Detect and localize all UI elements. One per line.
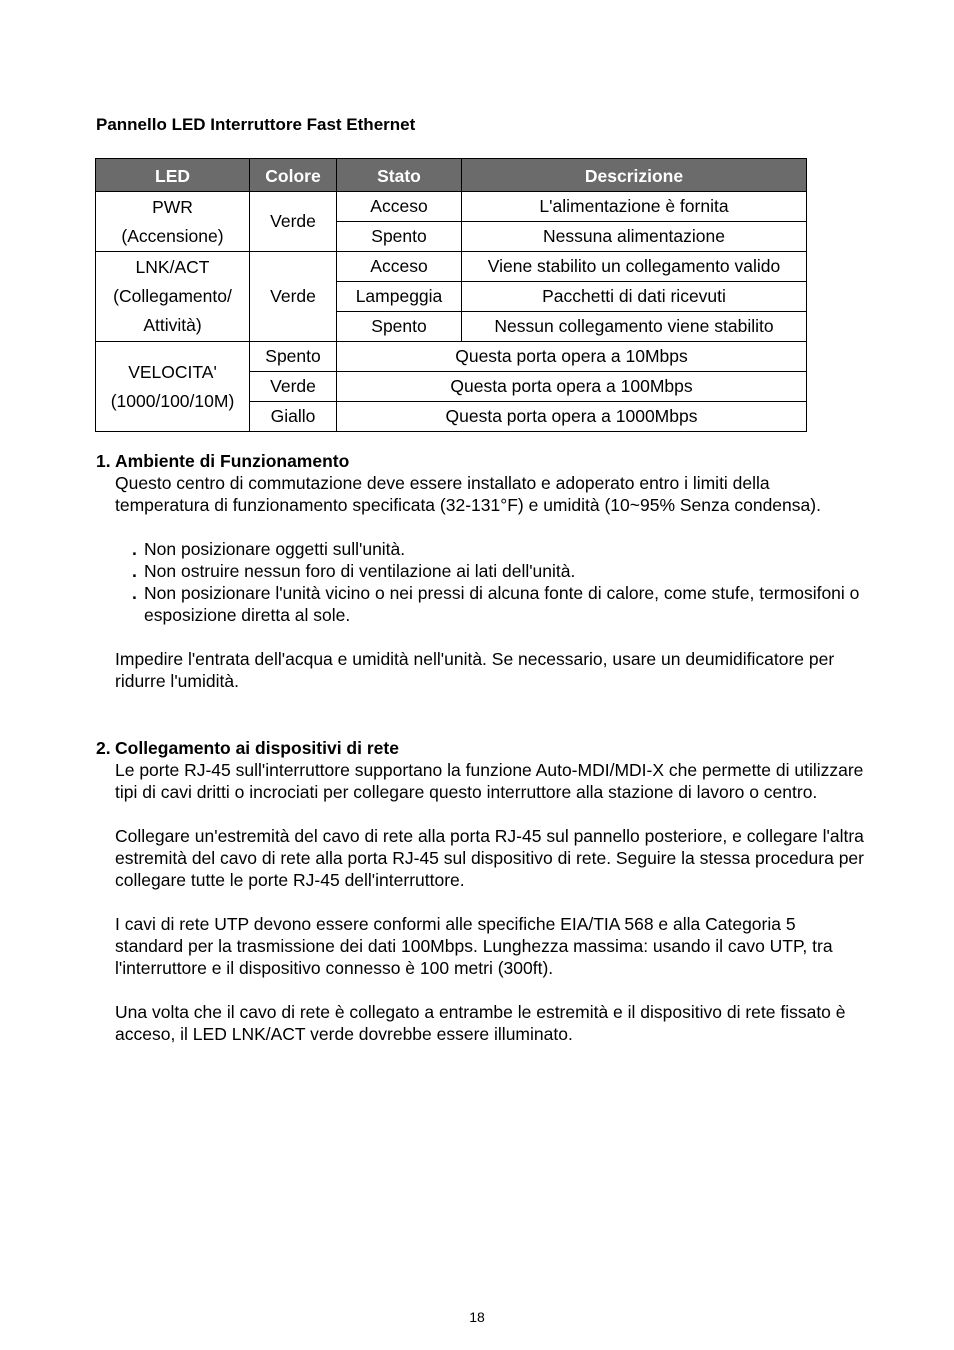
description-cell: Viene stabilito un collegamento valido — [462, 252, 807, 282]
section-network-connection — [96, 737, 866, 1067]
led-name: VELOCITA' — [128, 361, 217, 382]
description-cell: Nessun collegamento viene stabilito — [462, 312, 807, 342]
list-item — [115, 538, 866, 560]
section-number: 2. — [96, 738, 111, 758]
header-state: Stato — [337, 159, 462, 192]
table-row — [96, 252, 807, 282]
header-led: LED — [96, 159, 250, 192]
state-cell: Acceso — [337, 252, 462, 282]
led-name: LNK/ACT — [135, 257, 210, 277]
page-title: Pannello LED Interruttore Fast Ethernet — [96, 115, 416, 134]
state-cell: Lampeggia — [337, 282, 462, 312]
led-description: (Collegamento/ — [113, 286, 232, 306]
section-title: Ambiente di Funzionamento — [115, 451, 350, 471]
header-color: Colore — [250, 159, 337, 192]
table-header-row — [96, 159, 807, 192]
section-number: 1. — [96, 451, 111, 471]
paragraph: Questo centro di commutazione deve essere installato e adoperato entro i limiti della temperatura di funzionamento specificata (32-131°F) e umidità (10~95% Senza condensa). — [115, 473, 821, 515]
paragraph: Impedire l'entrata dell'acqua e umidità nell'unità. Se necessario, usare un deumidificatore per ridurre l'umidità. — [115, 649, 835, 691]
description-cell: Questa porta opera a 100Mbps — [337, 372, 807, 402]
section-title: Collegamento ai dispositivi di rete — [115, 738, 399, 758]
list-item-text: Non posizionare oggetti sull'unità. — [144, 539, 406, 559]
paragraph: Le porte RJ-45 sull'interruttore supportano la funzione Auto-MDI/MDI-X che permette di utilizzare tipi di cavi dritti o incrociati per collegare questo interruttore alla stazione di lavoro o centro. — [115, 760, 864, 802]
section-heading — [96, 450, 866, 472]
bullet-icon: . — [132, 539, 137, 559]
section-operating-environment — [96, 450, 866, 714]
section-heading — [96, 737, 866, 759]
bullet-icon: . — [132, 583, 137, 603]
led-cell-speed — [96, 342, 250, 432]
led-description: Attività) — [143, 315, 202, 335]
description-cell: Questa porta opera a 10Mbps — [337, 342, 807, 372]
color-cell: Verde — [250, 372, 337, 402]
color-cell: Spento — [250, 342, 337, 372]
state-cell: Spento — [337, 222, 462, 252]
bullet-list — [115, 538, 866, 626]
led-table — [95, 158, 807, 432]
led-cell-lnk — [96, 252, 250, 342]
color-cell: Verde — [250, 192, 337, 252]
led-cell-pwr — [96, 192, 250, 252]
page-number: 18 — [469, 1309, 485, 1325]
list-item — [115, 582, 866, 626]
description-cell: Nessuna alimentazione — [462, 222, 807, 252]
paragraph: I cavi di rete UTP devono essere conformi alle specifiche EIA/TIA 568 e alla Categoria 5 standard per la trasmissione dei dati 100Mbps. Lunghezza massima: usando il cavo UTP, tra l'interruttore e il dispositivo connesso è 100 metri (300ft). — [115, 914, 833, 978]
table-row — [96, 192, 807, 222]
description-cell: Pacchetti di dati ricevuti — [462, 282, 807, 312]
header-description: Descrizione — [462, 159, 807, 192]
paragraph: Una volta che il cavo di rete è collegato a entrambe le estremità e il dispositivo di rete fissato è acceso, il LED LNK/ACT verde dovrebbe essere illuminato. — [115, 1002, 846, 1044]
bullet-icon: . — [132, 561, 137, 581]
description-cell: Questa porta opera a 1000Mbps — [337, 402, 807, 432]
state-cell: Acceso — [337, 192, 462, 222]
led-description: (1000/100/10M) — [110, 390, 235, 411]
paragraph: Collegare un'estremità del cavo di rete alla porta RJ-45 sul pannello posteriore, e collegare l'altra estremità del cavo di rete alla porta RJ-45 sul dispositivo di rete. Seguire la stessa procedura per collegare tutte le porte RJ-45 dell'interruttore. — [115, 826, 864, 890]
led-description: (Accensione) — [121, 225, 224, 246]
led-name: PWR — [152, 196, 193, 217]
color-cell: Verde — [250, 252, 337, 342]
list-item — [115, 560, 866, 582]
list-item-text: Non ostruire nessun foro di ventilazione ai lati dell'unità. — [144, 561, 576, 581]
state-cell: Spento — [337, 312, 462, 342]
color-cell: Giallo — [250, 402, 337, 432]
description-cell: L'alimentazione è fornita — [462, 192, 807, 222]
list-item-text: Non posizionare l'unità vicino o nei pressi di alcuna fonte di calore, come stufe, termosifoni o esposizione diretta al sole. — [144, 583, 860, 625]
table-row — [96, 342, 807, 372]
